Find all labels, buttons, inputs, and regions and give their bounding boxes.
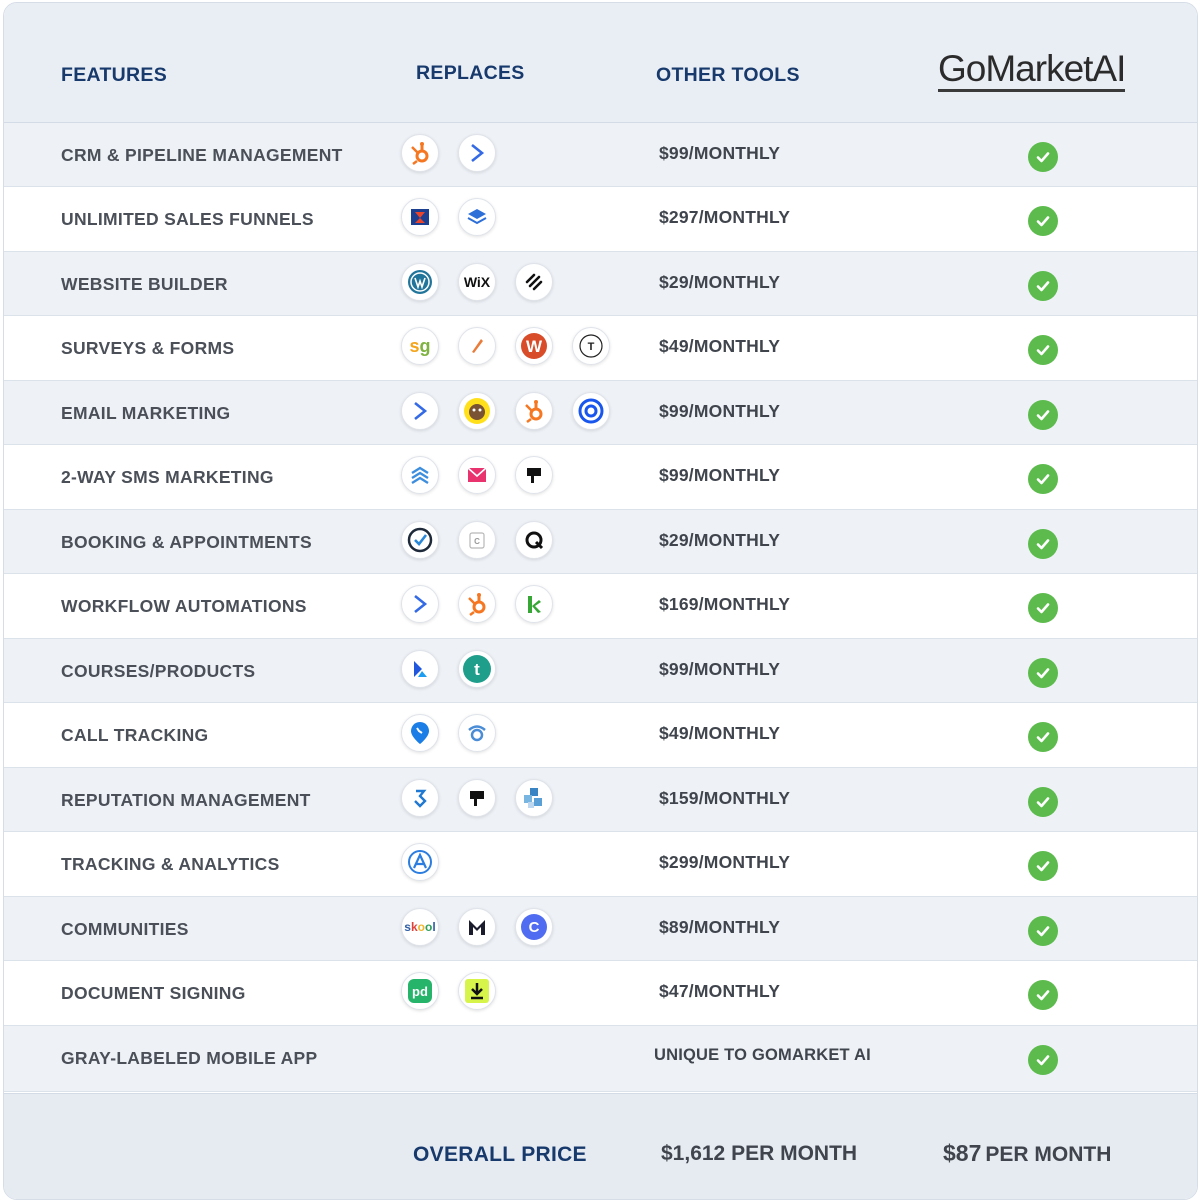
other-tools-price: UNIQUE TO GOMARKET AI (654, 1046, 871, 1064)
feature-name: COURSES/PRODUCTS (61, 661, 256, 681)
feature-name: WEBSITE BUILDER (61, 274, 228, 294)
feature-name: WORKFLOW AUTOMATIONS (61, 596, 307, 616)
circle-icon (515, 908, 553, 946)
svg-text:C: C (474, 537, 480, 546)
table-row (4, 1026, 1197, 1092)
mailchimp-icon (458, 392, 496, 430)
formstack-icon (458, 327, 496, 365)
table-row (4, 252, 1197, 316)
svg-text:T: T (587, 341, 595, 353)
activecampaign-icon (401, 585, 439, 623)
svg-text:t: t (474, 660, 480, 679)
gomarket-total (943, 1140, 1111, 1167)
mighty-networks-icon (458, 908, 496, 946)
table-row (4, 768, 1197, 832)
other-tools-price: $49/MONTHLY (659, 336, 781, 356)
activecampaign-icon (458, 134, 496, 172)
clickfunnels-icon (401, 198, 439, 236)
feature-name: UNLIMITED SALES FUNNELS (61, 209, 314, 229)
leadpages-icon (458, 198, 496, 236)
check-icon (1028, 593, 1058, 623)
check-icon (1028, 980, 1058, 1010)
comparison-table (3, 2, 1198, 1200)
table-row (4, 574, 1197, 639)
other-tools-total: $1,612 PER MONTH (661, 1142, 858, 1165)
svg-text:pd: pd (412, 984, 428, 999)
check-icon (1028, 400, 1058, 430)
typeform-icon (572, 327, 610, 365)
feature-name: BOOKING & APPOINTMENTS (61, 532, 312, 552)
table-row (4, 316, 1197, 381)
table-row (4, 703, 1197, 768)
brand-logo: GoMarketAI (938, 49, 1125, 92)
constantcontact-icon (572, 392, 610, 430)
gatherup-icon (515, 779, 553, 817)
keap-icon (515, 585, 553, 623)
hubspot-icon (401, 134, 439, 172)
feature-name: REPUTATION MANAGEMENT (61, 790, 311, 810)
agency-analytics-icon (401, 843, 439, 881)
teachable-icon (458, 650, 496, 688)
feature-name: GRAY-LABELED MOBILE APP (61, 1048, 318, 1068)
gomarket-total-amount: $87 (943, 1140, 982, 1166)
surveygizmo-icon: sg (401, 327, 439, 365)
hubspot-icon (458, 585, 496, 623)
table-row (4, 832, 1197, 897)
check-icon (1028, 206, 1058, 236)
gomarket-total-period: PER MONTH (985, 1143, 1112, 1166)
acuity-icon (401, 521, 439, 559)
table-row (4, 445, 1197, 510)
check-icon (1028, 658, 1058, 688)
svg-text:C: C (528, 919, 540, 936)
feature-name: CALL TRACKING (61, 725, 209, 745)
other-tools-price: $297/MONTHLY (659, 207, 791, 227)
feature-name: DOCUMENT SIGNING (61, 983, 246, 1003)
table-row (4, 961, 1197, 1026)
feature-name: SURVEYS & FORMS (61, 338, 235, 358)
table-footer (4, 1093, 1197, 1200)
oncehub-icon (515, 521, 553, 559)
wix-icon: WiX (458, 263, 496, 301)
calltrackingmetrics-icon (458, 714, 496, 752)
textmagic-icon (458, 456, 496, 494)
other-tools-price: $99/MONTHLY (659, 143, 781, 163)
birdeye-icon (401, 779, 439, 817)
callrail-icon (401, 714, 439, 752)
check-icon (1028, 722, 1058, 752)
calendly-icon (458, 521, 496, 559)
other-tools-price: $49/MONTHLY (659, 723, 781, 743)
table-row (4, 897, 1197, 961)
other-tools-price: $89/MONTHLY (659, 917, 781, 937)
docusign-icon (458, 972, 496, 1010)
table-row (4, 187, 1197, 252)
podium-icon (515, 456, 553, 494)
other-tools-price: $99/MONTHLY (659, 465, 781, 485)
check-icon (1028, 787, 1058, 817)
feature-name: CRM & PIPELINE MANAGEMENT (61, 145, 343, 165)
hubspot-icon (515, 392, 553, 430)
activecampaign-icon (401, 392, 439, 430)
check-icon (1028, 271, 1058, 301)
pandadoc-icon (401, 972, 439, 1010)
check-icon (1028, 916, 1058, 946)
svg-text:W: W (525, 337, 543, 356)
klaviyo-sms-icon (401, 456, 439, 494)
skool-icon: skool (401, 908, 439, 946)
feature-rows (4, 123, 1197, 1092)
check-icon (1028, 142, 1058, 172)
feature-name: COMMUNITIES (61, 919, 189, 939)
check-icon (1028, 851, 1058, 881)
check-icon (1028, 464, 1058, 494)
other-tools-price: $99/MONTHLY (659, 659, 781, 679)
other-tools-column-header: OTHER TOOLS (656, 64, 800, 86)
table-header (4, 3, 1197, 123)
feature-name: 2-WAY SMS MARKETING (61, 467, 274, 487)
overall-price-label: OVERALL PRICE (413, 1143, 587, 1166)
feature-name: TRACKING & ANALYTICS (61, 854, 280, 874)
other-tools-price: $29/MONTHLY (659, 530, 781, 550)
table-row (4, 510, 1197, 574)
squarespace-icon (515, 263, 553, 301)
other-tools-price: $159/MONTHLY (659, 788, 791, 808)
check-icon (1028, 529, 1058, 559)
kajabi-icon (401, 650, 439, 688)
table-row (4, 381, 1197, 445)
check-icon (1028, 1045, 1058, 1075)
other-tools-price: $169/MONTHLY (659, 594, 791, 614)
table-row (4, 639, 1197, 703)
features-column-header: FEATURES (61, 64, 168, 86)
replaces-column-header: REPLACES (416, 62, 525, 84)
wordpress-icon (401, 263, 439, 301)
other-tools-price: $299/MONTHLY (659, 852, 791, 872)
feature-name: EMAIL MARKETING (61, 403, 231, 423)
wufoo-icon (515, 327, 553, 365)
other-tools-price: $47/MONTHLY (659, 981, 781, 1001)
podium-icon (458, 779, 496, 817)
other-tools-price: $29/MONTHLY (659, 272, 781, 292)
table-row (4, 123, 1197, 187)
check-icon (1028, 335, 1058, 365)
other-tools-price: $99/MONTHLY (659, 401, 781, 421)
